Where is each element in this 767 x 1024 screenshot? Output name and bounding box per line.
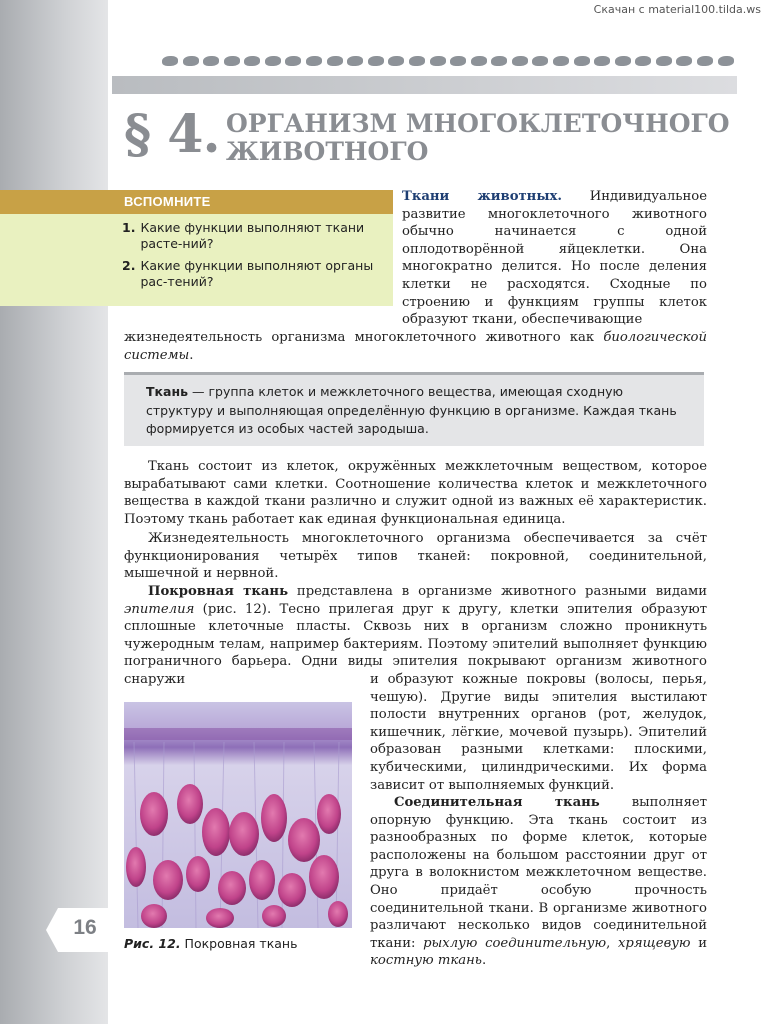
recall-heading: ВСПОМНИТЕ <box>0 190 393 214</box>
figure-caption <box>124 936 297 951</box>
intro-paragraph <box>402 188 707 329</box>
p4-and: и <box>690 935 707 951</box>
recall-item-number: 1. <box>122 220 136 235</box>
watermark: Скачан с material100.tilda.ws <box>593 3 761 16</box>
intro-italic-term: биологической системы <box>124 330 707 363</box>
p3-text-a: представлена в организме животного разными видами <box>288 584 707 599</box>
intro-continuation-text: жизнедеятельность организма многоклеточного животного как <box>124 330 604 345</box>
term-cartilage: хрящевую <box>617 935 691 951</box>
section-number: § 4. <box>124 104 220 165</box>
intro-end: . <box>189 347 194 363</box>
paragraph-2: Жизнедеятельность многоклеточного организма обеспечивается за счёт функционирования четырёх типов тканей: покровной, соединительной, мышечной и нервной. <box>124 531 707 582</box>
title-bar <box>112 76 737 94</box>
term-connective-tissue: Соединительная ткань <box>394 795 600 810</box>
recall-item <box>122 220 383 252</box>
page-number: 16 <box>73 916 97 939</box>
recall-item-text: Какие функции выполняют органы рас-тений? <box>140 258 374 289</box>
intro-heading: Ткани животных. <box>402 189 563 204</box>
figure-label: Рис. 12. <box>124 936 181 951</box>
paragraph-4 <box>370 794 707 970</box>
intro-text: Индивидуальное развитие многоклеточного животного обычно начинается с одной оплодотворённой яйцеклетки. Она многократно делится. Но после деления клетки не расходятся. Сходные по строению и функциям группы клеток образуют ткани, обеспечивающие <box>402 189 707 328</box>
p3-text-b: (рис. 12). Тесно прилегая друг к другу, клетки эпителия образуют сплошные клеточные пласты. Сквозь них в организм сложно проникнуть чужеродным телам, например бактериям. Поэтому эпителий выполняет функцию пограничного барьера. Одни виды эпителия покрывают организм животного снаружи <box>124 601 707 687</box>
animal-silhouettes-decoration <box>162 52 734 70</box>
paragraph-3-continued: и образуют кожные покровы (волосы, перья, чешую). Другие виды эпителия выстилают полости внутренних органов (рот, желудок, кишечник, лёгкие, мочевой пузырь). Эпителий образован разными клетками: плоскими, кубическими, цилиндрическими. Их форма зависит от выполняемых функций. <box>370 672 707 793</box>
intro-continuation <box>124 329 707 364</box>
epithelium-micrograph-svg <box>124 702 352 928</box>
p4-end: . <box>481 953 487 969</box>
recall-box <box>0 190 393 306</box>
recall-item-text: Какие функции выполняют ткани расте-ний? <box>140 220 365 251</box>
page-edge-strip <box>0 0 108 1024</box>
p4-text-a: выполняет опорную функцию. Эта ткань состоит из разнообразных по форме клеток, которые расположены на большом расстоянии друг от друга в волокнистом межклеточном веществе. Оно придаёт особую прочность соединительной ткани. В организме животного различают несколько видов соединительной ткани: <box>370 795 707 951</box>
recall-item-number: 2. <box>122 258 136 273</box>
section-title <box>226 110 730 166</box>
epithelium-micrograph <box>124 702 352 928</box>
definition-term: Ткань <box>146 384 188 399</box>
p4-sep: , <box>606 935 618 951</box>
definition-text: — группа клеток и межклеточного вещества, имеющая сходную структуру и выполняющая определённую функцию в организме. Каждая ткань формируется из особых частей зародыша. <box>146 384 677 436</box>
term-covering-tissue: Покровная ткань <box>148 584 289 599</box>
section-title-line1: ОРГАНИЗМ МНОГОКЛЕТОЧНОГО <box>226 109 730 138</box>
section-title-line2: ЖИВОТНОГО <box>226 137 429 166</box>
term-bone-tissue: костную ткань <box>370 953 482 969</box>
term-loose-connective: рыхлую соединительную <box>423 935 607 951</box>
recall-list <box>0 214 393 290</box>
figure-caption-text: Покровная ткань <box>180 936 298 951</box>
term-epithelium: эпителия <box>124 601 195 617</box>
definition-box <box>124 372 704 446</box>
recall-item <box>122 258 383 290</box>
paragraph-1: Ткань состоит из клеток, окружённых межклеточным веществом, которое вырабатывают сами клетки. Соотношение количества клеток и межклеточного вещества в каждой ткани различно и служит одной из важных её характеристик. Поэтому ткань работает как единая функциональная единица. <box>124 459 707 527</box>
